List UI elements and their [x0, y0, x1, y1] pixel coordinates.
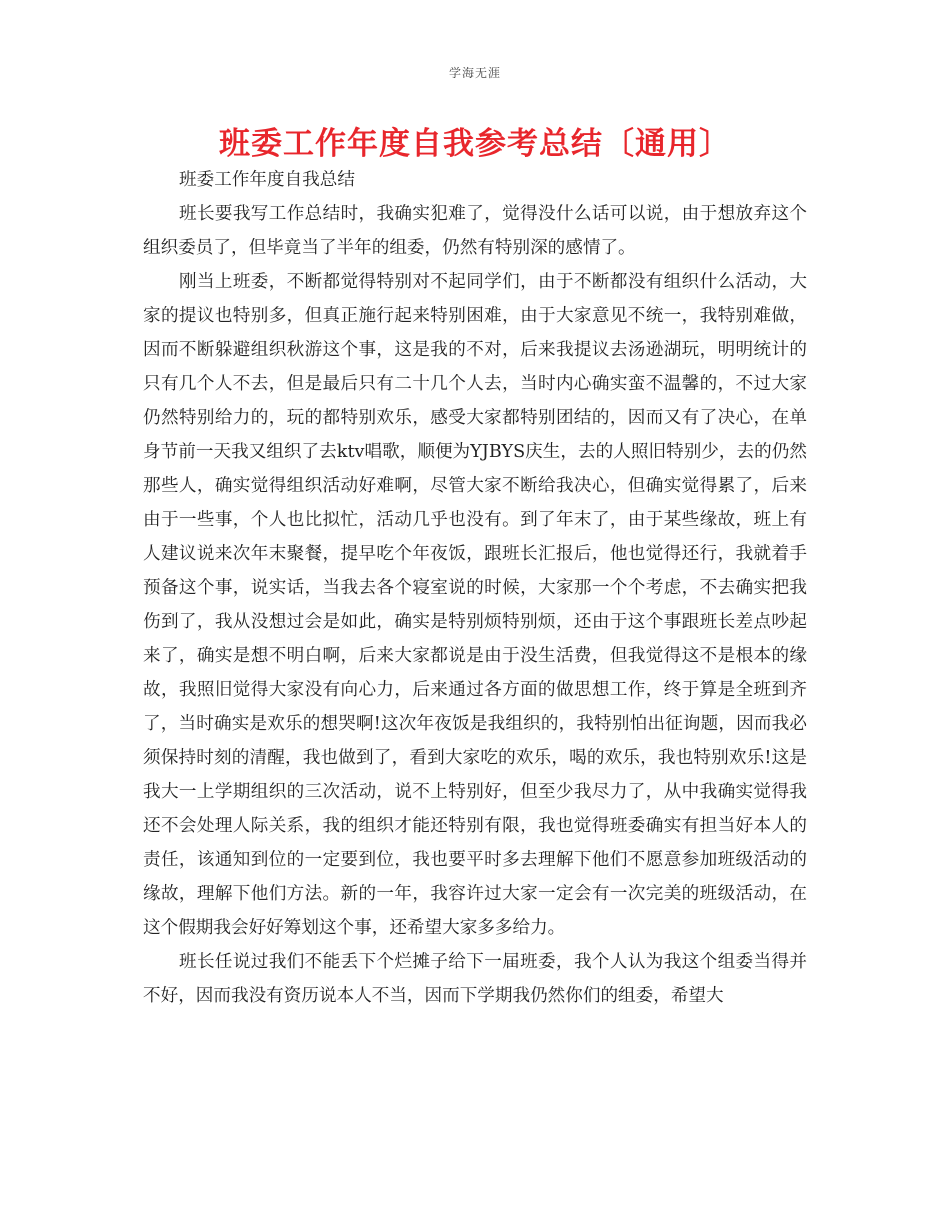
paragraph: 班长要我写工作总结时，我确实犯难了，觉得没什么话可以说，由于想放弃这个组织委员了，但毕竟当了半年的组委，仍然有特别深的感情了。	[143, 204, 807, 258]
document-subtitle: 班委工作年度自我总结	[179, 170, 355, 190]
page-header: 学海无涯	[448, 66, 501, 80]
document-title: 班委工作年度自我参考总结〔通用〕	[219, 126, 731, 162]
paragraph: 刚当上班委，不断都觉得特别对不起同学们，由于不断都没有组织什么活动，大家的提议也特别多，但真正施行起来特别困难，由于大家意见不统一，我特别难做，因而不断躲避组织秋游这个事，这是我的不对，后来我提议去汤逊湖玩，明明统计的只有几个人不去，但是最后只有二十几个人去，当时内心确实蛮不温馨的，不过大家仍然特别给力的，玩的都特别欢乐，感受大家都特别团结的，因而又有了决心，在单身节前一天我又组织了去ktv唱歌，顺便为YJBYS庆生，去的人照旧特别少，去的仍然那些人，确实觉得组织活动好难啊，尽管大家不断给我决心，但确实觉得累了，后来由于一些事，个人也比拟忙，活动几乎也没有。到了年末了，由于某些缘故，班上有人建议说来次年末聚餐，提早吃个年夜饭，跟班长汇报后，他也觉得还行，我就着手预备这个事，说实话，当我去各个寝室说的时候，大家那一个个考虑，不去确实把我伤到了，我从没想过会是如此，确实是特别烦特别烦，还由于这个事跟班长差点吵起来了，确实是想不明白啊，后来大家都说是由于没生活费，但我觉得这不是根本的缘故，我照旧觉得大家没有向心力，后来通过各方面的做思想工作，终于算是全班到齐了，当时确实是欢乐的想哭啊!这次年夜饭是我组织的，我特别怕出征询题，因而我必须保持时刻的清醒，我也做到了，看到大家吃的欢乐，喝的欢乐，我也特别欢乐!这是我大一上学期组织的三次活动，说不上特别好，但至少我尽力了，从中我确实觉得我还不会处理人际关系，我的组织才能还特别有限，我也觉得班委确实有担当好本人的责任，该通知到位的一定要到位，我也要平时多去理解下他们不愿意参加班级活动的缘故，理解下他们方法。新的一年，我容许过大家一定会有一次完美的班级活动，在这个假期我会好好筹划这个事，还希望大家多多给力。	[143, 272, 807, 938]
document-body	[143, 163, 807, 1013]
paragraph: 班长任说过我们不能丢下个烂摊子给下一届班委，我个人认为我这个组委当得并不好，因而我没有资历说本人不当，因而下学期我仍然你们的组委，希望大	[143, 952, 807, 1006]
